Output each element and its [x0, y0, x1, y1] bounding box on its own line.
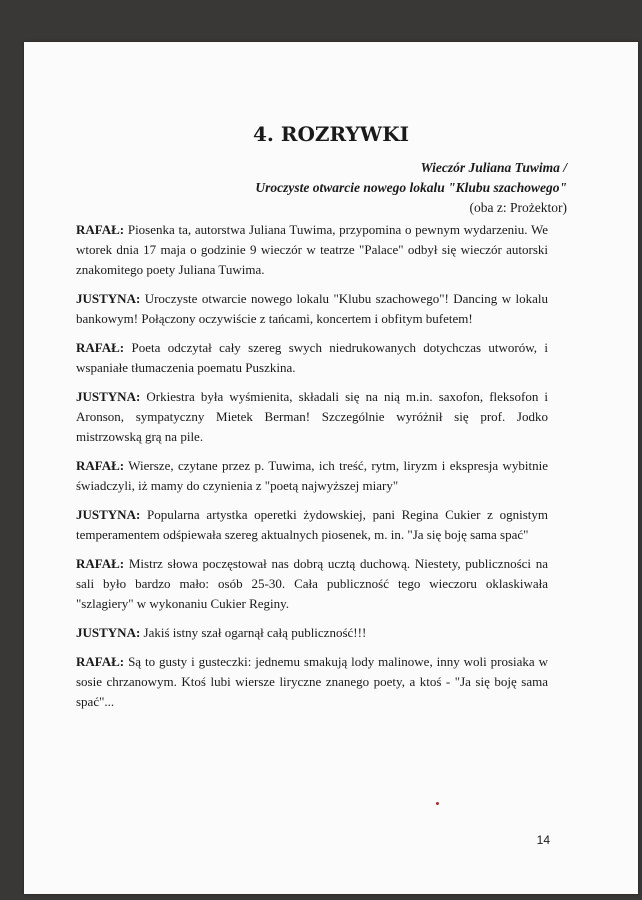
dialogue-paragraph: [76, 505, 548, 545]
source-note: (oba z: Prożektor): [469, 200, 567, 215]
dialogue-paragraph: [76, 220, 548, 280]
dialogue-text: Orkiestra była wyśmienita, składali się na nią m.in. saxofon, fleksofon i Aronson, sympatyczny Mietek Berman! Szczególnie wyróżnił się prof. Jodko mistrzowską grą na pile.: [76, 389, 549, 444]
dialogue-text: Są to gusty i gusteczki: jednemu smakują lody malinowe, inny woli prosiaka w sosie chrzanowym. Ktoś lubi wiersze liryczne znanego poety, a ktoś - "Ja się boję sama spać"...: [76, 654, 549, 709]
speaker-name: RAFAŁ:: [76, 654, 125, 669]
page-title: 4. ROZRYWKI: [253, 122, 409, 146]
dialogue-paragraph: [76, 387, 548, 447]
dialogue-paragraph: [76, 554, 548, 614]
speaker-name: RAFAŁ:: [76, 340, 125, 355]
dialogue-paragraph: [76, 456, 548, 496]
dialogue-text: Popularna artystka operetki żydowskiej, pani Regina Cukier z ognistym temperamentem odśpiewała szereg aktualnych piosenek, m. in. "Ja się boję sama spać": [76, 507, 548, 542]
subtitle-line-1: Wieczór Juliana Tuwima /: [420, 160, 567, 175]
speaker-name: RAFAŁ:: [76, 458, 125, 473]
dialogue-text: Poeta odczytał cały szereg swych niedrukowanych dotychczas utworów, i wspaniałe tłumaczenia poematu Puszkina.: [76, 340, 549, 375]
subtitle-line-2: Uroczyste otwarcie nowego lokalu "Klubu szachowego": [255, 180, 567, 195]
speaker-name: JUSTYNA:: [76, 291, 141, 306]
page-number: 14: [536, 833, 550, 847]
dialogue-paragraph: [76, 338, 548, 378]
dialogue-paragraph: [76, 652, 548, 712]
dialogue-paragraph: [76, 623, 548, 643]
speaker-name: RAFAŁ:: [76, 556, 125, 571]
dialogue-text: Mistrz słowa poczęstował nas dobrą ucztą duchową. Niestety, publiczności na sali było bardzo mało: osób 25-30. Cała publiczność tego wieczoru oklaskiwała "szlagiery" w wykonaniu Cukier Reginy.: [76, 556, 548, 611]
speaker-name: JUSTYNA:: [76, 625, 141, 640]
dialogue-text: Wiersze, czytane przez p. Tuwima, ich treść, rytm, liryzm i ekspresja wybitnie świadczyli, iż mamy do czynienia z "poetą najwyższej miary": [76, 458, 549, 493]
subtitle-block: [255, 158, 567, 218]
speaker-name: RAFAŁ:: [76, 222, 125, 237]
document-page: [24, 42, 638, 894]
dialogue-text: Piosenka ta, autorstwa Juliana Tuwima, przypomina o pewnym wydarzeniu. We wtorek dnia 17 maja o godzinie 9 wieczór w teatrze "Palace" odbył się wieczór autorski znakomitego poety Juliana Tuwima.: [76, 222, 548, 277]
script-body: [76, 220, 548, 721]
dialogue-text: Uroczyste otwarcie nowego lokalu "Klubu szachowego"! Dancing w lokalu bankowym! Połączony oczywiście z tańcami, koncertem i obfitym bufetem!: [76, 291, 549, 326]
speaker-name: JUSTYNA:: [76, 507, 141, 522]
ink-speck: [436, 802, 439, 805]
speaker-name: JUSTYNA:: [76, 389, 141, 404]
dialogue-text: Jakiś istny szał ogarnął całą publiczność!!!: [143, 625, 367, 640]
dialogue-paragraph: [76, 289, 548, 329]
